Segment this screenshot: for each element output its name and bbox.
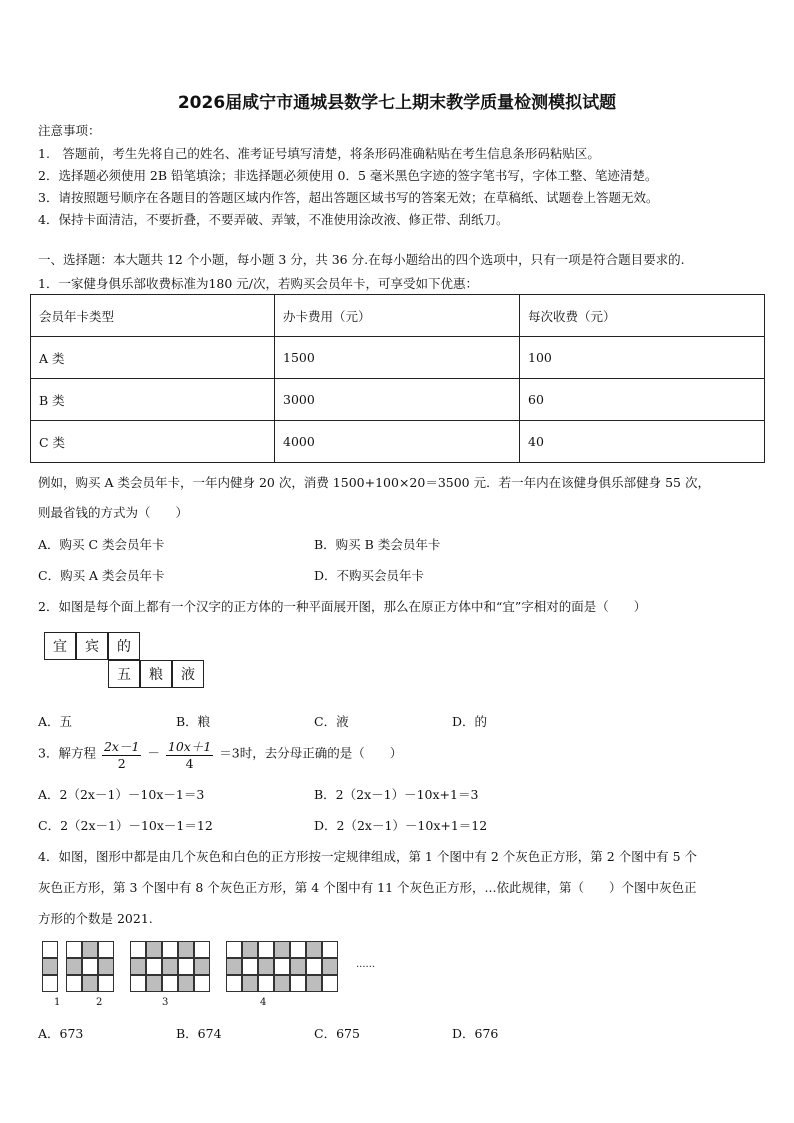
- white-square: [162, 975, 178, 992]
- q4-stem-line: 灰色正方形，第 3 个图中有 8 个灰色正方形，第 4 个图中有 11 个灰色正方形，...依此规律，第（ ）个图中灰色正: [38, 880, 697, 895]
- q1-question: 则最省钱的方式为（ ）: [38, 505, 189, 520]
- gray-square: [162, 958, 178, 975]
- q3-option-a: A．2（2x－1）－10x－1＝3: [38, 787, 205, 802]
- white-square: [66, 975, 82, 992]
- figure-label: 1: [54, 997, 61, 1008]
- table-cell: 100: [520, 337, 765, 379]
- white-square: [178, 958, 194, 975]
- q3-option-b: B．2（2x－1）－10x+1＝3: [314, 787, 479, 802]
- net-cell: 宜: [44, 632, 76, 660]
- gray-square: [258, 958, 274, 975]
- white-square: [66, 941, 82, 958]
- table-cell: 60: [520, 379, 765, 421]
- table-cell: C 类: [31, 421, 275, 463]
- q2-option-c: C．液: [314, 714, 349, 729]
- white-square: [42, 975, 58, 992]
- figure-label: 4: [260, 997, 267, 1008]
- gray-square: [146, 975, 162, 992]
- white-square: [98, 975, 114, 992]
- gray-square: [306, 975, 322, 992]
- q4-option-d: D．676: [452, 1026, 499, 1041]
- white-square: [194, 975, 210, 992]
- gray-square: [82, 941, 98, 958]
- q1-stem: 1．一家健身俱乐部收费标准为180 元/次，若购买会员年卡，可享受如下优惠：: [38, 276, 478, 291]
- white-square: [322, 975, 338, 992]
- table-cell: A 类: [31, 337, 275, 379]
- white-square: [130, 941, 146, 958]
- white-square: [290, 941, 306, 958]
- fraction-2: [166, 737, 213, 771]
- net-cell: 的: [108, 632, 140, 660]
- net-cell: 液: [172, 660, 204, 688]
- white-square: [258, 975, 274, 992]
- gray-square: [82, 975, 98, 992]
- figure-label: 2: [96, 997, 103, 1008]
- white-square: [322, 941, 338, 958]
- q3-option-c: C．2（2x－1）－10x－1＝12: [38, 818, 213, 833]
- notice-item: 1. 答题前，考生先将自己的姓名、准考证号填写清楚，将条形码准确粘贴在考生信息条形码粘贴区。: [38, 146, 600, 161]
- q2-stem: 2．如图是每个面上都有一个汉字的正方体的一种平面展开图，那么在原正方体中和“宜”字相对的面是（ ）: [38, 599, 647, 614]
- gray-square: [274, 941, 290, 958]
- section-heading: 一、选择题：本大题共 12 个小题，每小题 3 分，共 36 分.在每小题给出的四个选项中，只有一项是符合题目要求的.: [38, 252, 685, 267]
- white-square: [98, 941, 114, 958]
- table-cell: B 类: [31, 379, 275, 421]
- gray-square: [42, 958, 58, 975]
- white-square: [242, 958, 258, 975]
- gray-square: [242, 941, 258, 958]
- fraction-numerator: 10x＋1: [167, 739, 212, 754]
- gray-square: [194, 958, 210, 975]
- gray-square: [322, 958, 338, 975]
- white-square: [274, 958, 290, 975]
- white-square: [146, 958, 162, 975]
- gray-square: [178, 941, 194, 958]
- white-square: [258, 941, 274, 958]
- gray-square: [242, 975, 258, 992]
- q4-option-a: A．673: [38, 1026, 84, 1041]
- figure-label: 3: [162, 997, 169, 1008]
- q4-option-c: C．675: [314, 1026, 360, 1041]
- option-c: C．购买 A 类会员年卡: [38, 568, 165, 583]
- option-d: D．不购买会员年卡: [314, 568, 425, 583]
- net-cell: 宾: [76, 632, 108, 660]
- gray-square: [66, 958, 82, 975]
- net-cell: 五: [108, 660, 140, 688]
- table-row: [31, 421, 765, 463]
- q2-option-d: D．的: [452, 714, 488, 729]
- cube-net-figure: [44, 632, 214, 692]
- gray-square: [226, 958, 242, 975]
- gray-square: [178, 975, 194, 992]
- q2-option-a: A．五: [38, 714, 73, 729]
- gray-square: [130, 958, 146, 975]
- q3-option-d: D．2（2x－1）－10x+1＝12: [314, 818, 488, 833]
- notice-item: 2．选择题必须使用 2B 铅笔填涂；非选择题必须使用 0．5 毫米黑色字迹的签字笔书写，字体工整、笔迹清楚。: [38, 168, 658, 183]
- fraction-1: [102, 737, 141, 771]
- q3-stem: [38, 737, 402, 771]
- white-square: [290, 975, 306, 992]
- notice-item: 4．保持卡面清洁，不要折叠，不要弄破、弄皱，不准使用涂改液、修正带、刮纸刀。: [38, 212, 509, 227]
- table-cell: 3000: [275, 379, 520, 421]
- q3-suffix: ＝3时，去分母正确的是（ ）: [219, 745, 403, 761]
- q4-option-b: B．674: [176, 1026, 222, 1041]
- option-b: B．购买 B 类会员年卡: [314, 537, 441, 552]
- fraction-denominator: 2: [117, 756, 126, 771]
- gray-square: [306, 941, 322, 958]
- gray-square: [290, 958, 306, 975]
- fraction-numerator: 2x－1: [103, 739, 140, 754]
- white-square: [226, 941, 242, 958]
- table-header-cell: 每次收费（元）: [520, 295, 765, 337]
- q4-stem-line: 方形的个数是 2021.: [38, 911, 153, 926]
- minus-sign: －: [147, 745, 160, 761]
- table-row: [31, 337, 765, 379]
- white-square: [130, 975, 146, 992]
- ellipsis: ......: [356, 959, 376, 970]
- q2-option-b: B．粮: [176, 714, 211, 729]
- fee-table: [30, 294, 765, 463]
- gray-square: [274, 975, 290, 992]
- white-square: [194, 941, 210, 958]
- pattern-figures: [38, 937, 378, 1012]
- q4-stem-line: 4．如图，图形中都是由几个灰色和白色的正方形按一定规律组成，第 1 个图中有 2 个灰色正方形，第 2 个图中有 5 个: [38, 849, 698, 864]
- notice-heading: 注意事项：: [38, 123, 101, 138]
- q1-example: 例如，购买 A 类会员年卡，一年内健身 20 次，消费 1500+100×20＝3500 元．若一年内在该健身俱乐部健身 55 次，: [38, 475, 710, 490]
- white-square: [162, 941, 178, 958]
- page-title: 2026届咸宁市通城县数学七上期末教学质量检测模拟试题: [177, 93, 617, 113]
- notice-item: 3．请按照题号顺序在各题目的答题区域内作答，超出答题区域书写的答案无效；在草稿纸、试题卷上答题无效。: [38, 190, 659, 205]
- table-row: [31, 379, 765, 421]
- net-cell: 粮: [140, 660, 172, 688]
- q3-prefix: 3．解方程: [38, 745, 96, 761]
- gray-square: [146, 941, 162, 958]
- gray-square: [98, 958, 114, 975]
- table-cell: 1500: [275, 337, 520, 379]
- white-square: [82, 958, 98, 975]
- white-square: [42, 941, 58, 958]
- table-header-row: [31, 295, 765, 337]
- table-cell: 4000: [275, 421, 520, 463]
- white-square: [306, 958, 322, 975]
- white-square: [226, 975, 242, 992]
- fraction-denominator: 4: [185, 756, 194, 771]
- table-header-cell: 办卡费用（元）: [275, 295, 520, 337]
- table-cell: 40: [520, 421, 765, 463]
- table-header-cell: 会员年卡类型: [31, 295, 275, 337]
- option-a: A．购买 C 类会员年卡: [38, 537, 165, 552]
